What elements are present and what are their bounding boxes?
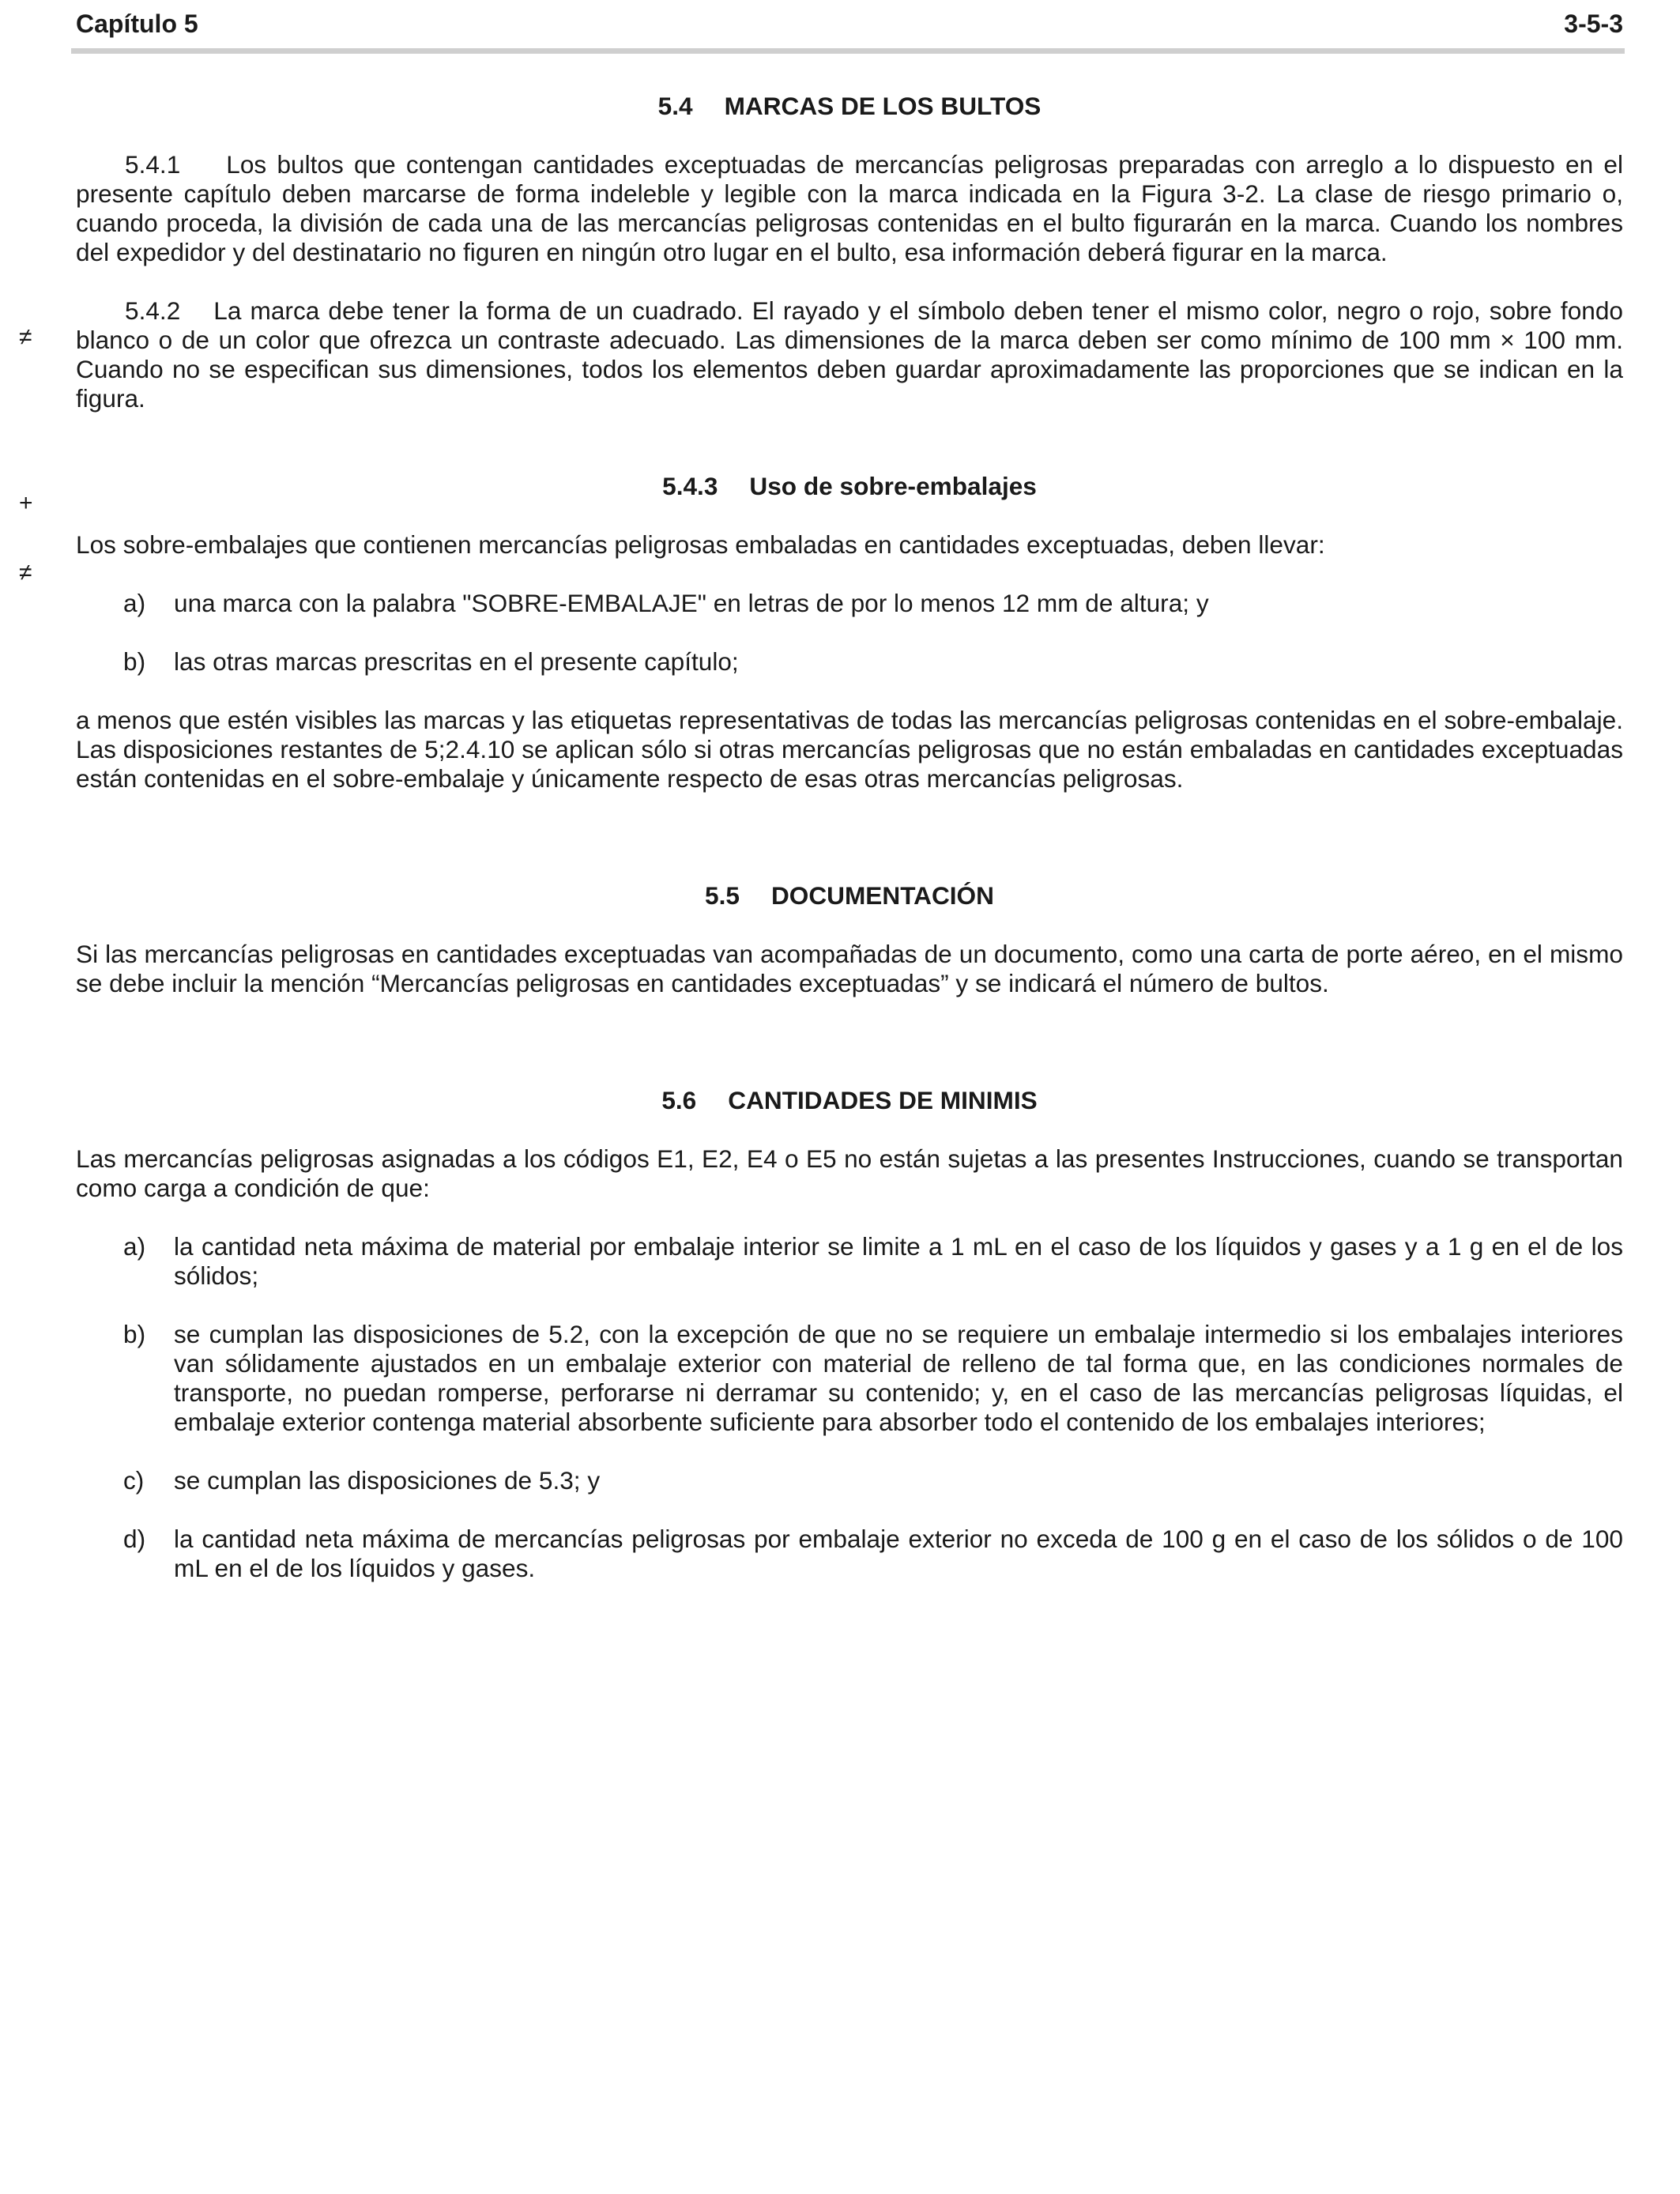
list-text: la cantidad neta máxima de material por embalaje interior se limite a 1 mL en el caso de los líquidos y gases y a 1 g en el de los sólidos; xyxy=(174,1232,1623,1290)
list-label: d) xyxy=(123,1525,146,1553)
paragraph-text: La marca debe tener la forma de un cuadrado. El rayado y el símbolo deben tener el mismo color, negro o rojo, sobre fondo blanco o de un color que ofrezca un contraste adecuado. Las dimensiones de la marca deben ser como mínimo de 100 mm × 100 mm. Cuando no se especifican sus dimensiones, todos los elementos deben guardar aproximadamente las proporciones que se indican en la figura. xyxy=(76,296,1623,413)
section-number: 5.5 xyxy=(705,881,740,910)
section-heading-5-4-3 xyxy=(76,472,1623,501)
paragraph-text: Las mercancías peligrosas asignadas a los códigos E1, E2, E4 o E5 no están sujetas a las presentes Instrucciones, cuando se transportan como carga a condición de que: xyxy=(76,1144,1623,1202)
paragraph-text: Los sobre-embalajes que contienen mercancías peligrosas embaladas en cantidades exceptuadas, deben llevar: xyxy=(76,530,1325,559)
list-label: a) xyxy=(123,1232,146,1261)
paragraph-text: Los bultos que contengan cantidades exceptuadas de mercancías peligrosas preparadas con arreglo a lo dispuesto en el presente capítulo deben marcarse de forma indeleble y legible con la marca indicada en la Figura 3-2. La clase de riesgo primario o, cuando proceda, la división de cada una de las mercancías peligrosas contenidas en el bulto figurarán en la marca. Cuando los nombres del expedidor y del destinatario no figuren en ningún otro lugar en el bulto, esa información deberá figurar en la marca. xyxy=(76,150,1623,266)
section-title: Uso de sobre-embalajes xyxy=(749,472,1037,500)
list-label: a) xyxy=(123,589,146,617)
paragraph-5-4-1 xyxy=(76,150,1623,267)
section-title: MARCAS DE LOS BULTOS xyxy=(724,92,1042,120)
list-text: una marca con la palabra "SOBRE-EMBALAJE" en letras de por lo menos 12 mm de altura; y xyxy=(174,589,1209,617)
list-text: las otras marcas prescritas en el presente capítulo; xyxy=(174,647,739,676)
list-label: b) xyxy=(123,647,146,676)
paragraph-overpack-closing xyxy=(76,706,1623,794)
paragraph-overpack-intro xyxy=(76,530,1623,560)
section-heading-5-6 xyxy=(76,1086,1623,1115)
chapter-title: Capítulo 5 xyxy=(76,9,198,38)
section-heading-5-4 xyxy=(76,92,1623,121)
paragraph-number: 5.4.1 xyxy=(125,150,181,179)
list-item xyxy=(76,1466,1623,1495)
header-rule xyxy=(71,48,1625,54)
section-number: 5.4 xyxy=(657,92,693,120)
revision-mark-added: + xyxy=(19,490,33,516)
list-item xyxy=(76,1232,1623,1291)
section-number: 5.6 xyxy=(661,1086,697,1114)
list-label: c) xyxy=(123,1466,145,1495)
list-text: se cumplan las disposiciones de 5.3; y xyxy=(174,1466,601,1495)
paragraph-text: Si las mercancías peligrosas en cantidades exceptuadas van acompañadas de un documento, como una carta de porte aéreo, en el mismo se debe incluir la mención “Mercancías peligrosas en cantidades exceptuadas” y se indicará el número de bultos. xyxy=(76,940,1623,997)
section-heading-5-5 xyxy=(76,881,1623,910)
section-title: CANTIDADES DE MINIMIS xyxy=(728,1086,1038,1114)
paragraph-documentation xyxy=(76,940,1623,998)
page-reference: 3-5-3 xyxy=(1564,9,1623,38)
list-text: la cantidad neta máxima de mercancías peligrosas por embalaje exterior no exceda de 100 g en el caso de los sólidos o de 100 mL en el de los líquidos y gases. xyxy=(174,1525,1623,1582)
list-item xyxy=(76,589,1623,618)
list-item xyxy=(76,1525,1623,1583)
list-label: b) xyxy=(123,1320,146,1348)
paragraph-5-4-2 xyxy=(76,296,1623,413)
revision-mark-changed: ≠ xyxy=(19,560,32,586)
page-content xyxy=(76,92,1623,1583)
paragraph-number: 5.4.2 xyxy=(125,296,181,325)
list-item xyxy=(76,1320,1623,1437)
list-item xyxy=(76,647,1623,677)
paragraph-text: a menos que estén visibles las marcas y las etiquetas representativas de todas las mercancías peligrosas contenidas en el sobre-embalaje. Las disposiciones restantes de 5;2.4.10 se aplican sólo si otras mercancías peligrosas que no están embaladas en cantidades exceptuadas están contenidas en el sobre-embalaje y únicamente respecto de esas otras mercancías peligrosas. xyxy=(76,706,1623,793)
page-header xyxy=(76,5,1623,43)
revision-mark-changed: ≠ xyxy=(19,324,32,350)
section-number: 5.4.3 xyxy=(662,472,718,500)
list-text: se cumplan las disposiciones de 5.2, con la excepción de que no se requiere un embalaje intermedio si los embalajes interiores van sólidamente ajustados en un embalaje exterior con material de relleno de tal forma que, en las condiciones normales de transporte, no puedan romperse, perforarse ni derramar su contenido; y, en el caso de las mercancías peligrosas líquidas, el embalaje exterior contenga material absorbente suficiente para absorber todo el contenido de los embalajes interiores; xyxy=(174,1320,1623,1436)
section-title: DOCUMENTACIÓN xyxy=(770,881,994,910)
paragraph-de-minimis-intro xyxy=(76,1144,1623,1203)
